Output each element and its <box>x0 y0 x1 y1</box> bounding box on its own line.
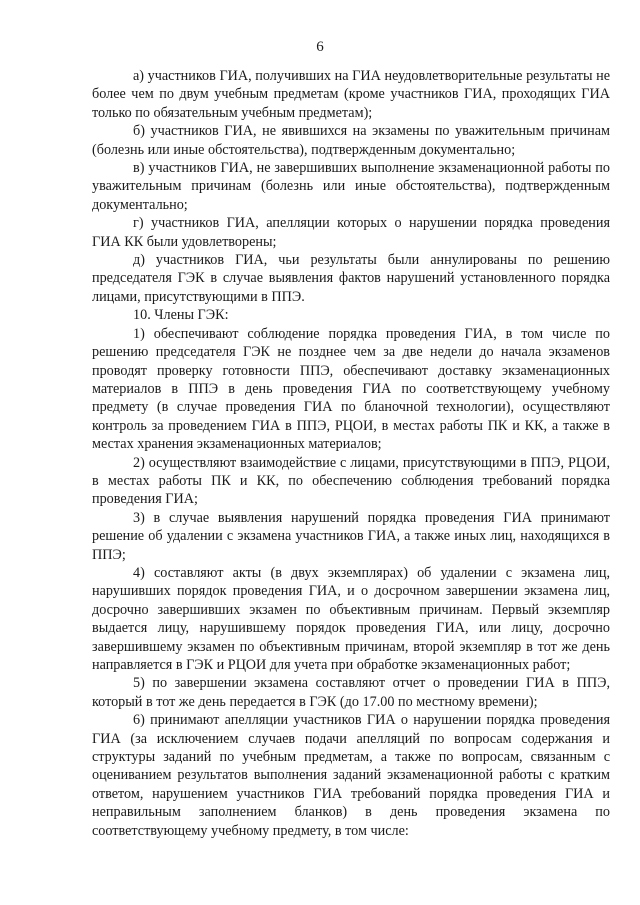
paragraph-item-a: а) участников ГИА, получивших на ГИА неудовлетворительные результаты не более чем по двум учебным предметам (кроме участников ГИА, проходящих ГИА только по обязательным учебным предметам); <box>92 68 610 121</box>
page-number: 6 <box>316 39 324 55</box>
document-body <box>92 67 610 840</box>
paragraph-item-3: 3) в случае выявления нарушений порядка проведения ГИА принимают решение об удалении с экзамена участников ГИА, а также иных лиц, находящихся в ППЭ; <box>92 509 610 563</box>
paragraph-item-5: 5) по завершении экзамена составляют отчет о проведении ГИА в ППЭ, который в тот же день передается в ГЭК (до 17.00 по местному времени); <box>92 675 610 710</box>
paragraph-item-2: 2) осуществляют взаимодействие с лицами, присутствующими в ППЭ, РЦОИ, в местах работы ПК и КК, по обеспечению соблюдения требований порядка проведения ГИА; <box>92 454 610 508</box>
paragraph-item-1: 1) обеспечивают соблюдение порядка проведения ГИА, в том числе по решению председателя ГЭК не позднее чем за две недели до начала экзаменов проводят проверку готовности ППЭ, обеспечивают доставку экзаменационных материалов в ППЭ в день проведения ГИА по соответствующему учебному предмету (в случае проведения ГИА по бланочной технологии), осуществляют контроль за проведением ГИА в ППЭ, РЦОИ, в местах работы ПК и КК, а также в местах хранения экзаменационных материалов; <box>92 325 610 453</box>
paragraph-item-b: б) участников ГИА, не явившихся на экзамены по уважительным причинам (болезнь или иные обстоятельства), подтвержденным документально; <box>92 123 610 158</box>
paragraph-item-v: в) участников ГИА, не завершивших выполнение экзаменационной работы по уважительным причинам (болезнь или иные обстоятельства), подтвержденным документально; <box>92 160 610 213</box>
paragraph-item-g: г) участников ГИА, апелляции которых о нарушении порядка проведения ГИА КК были удовлетворены; <box>92 215 610 250</box>
paragraph-item-6: 6) принимают апелляции участников ГИА о нарушении порядка проведения ГИА (за исключением случаев подачи апелляций по вопросам содержания и структуры заданий по учебным предметам, а также по вопросам, связанным с оцениванием результатов выполнения заданий экзаменационной работы с кратким ответом, нарушением участников ГИА требований порядка проведения ГИА и неправильным заполнением бланков) в день проведения экзамена по соответствующему учебному предмету, в том числе: <box>92 712 610 839</box>
section-heading-10: 10. Члены ГЭК: <box>133 307 229 324</box>
paragraph-item-d: д) участников ГИА, чьи результаты были аннулированы по решению председателя ГЭК в случае выявления фактов нарушений установленного порядка лицами, присутствующими в ППЭ. <box>92 252 610 305</box>
paragraph-item-4: 4) составляют акты (в двух экземплярах) об удалении с экзамена лиц, нарушивших порядок проведения ГИА, и о досрочном завершении экзамена лиц, досрочно завершивших экзамен по объективным причинам. Первый экземпляр выдается лицу, нарушившему порядок проведения ГИА, или лицу, досрочно завершившему экзамен по объективным причинам, второй экземпляр в тот же день направляется в ГЭК и РЦОИ для учета при обработке экзаменационных работ; <box>92 564 610 673</box>
